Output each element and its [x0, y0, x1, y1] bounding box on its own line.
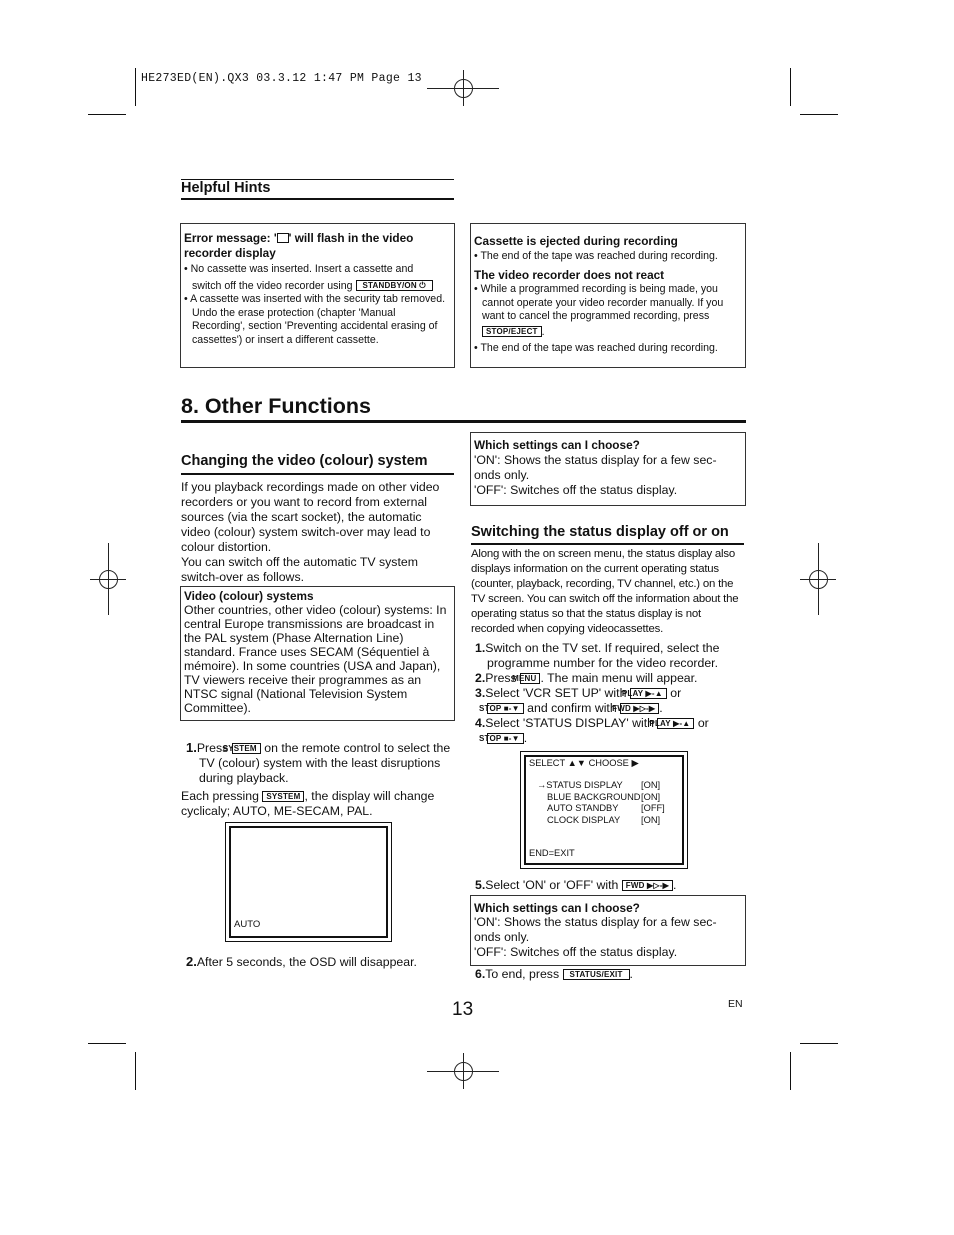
settings-box-bottom: [470, 895, 746, 966]
menu-key: MENU: [520, 673, 540, 684]
registration-mark: [427, 1053, 499, 1089]
page-number: 13: [452, 999, 474, 1020]
rule: [181, 420, 746, 423]
chapter-title: 8. Other Functions: [181, 394, 371, 418]
play-key: PLAY ▶-▲: [630, 688, 667, 699]
step-s5: 5.Select 'ON' or 'OFF' with FWD ▶▷-▶ .: [475, 878, 677, 892]
crop-mark: [800, 114, 838, 115]
hint-box-error-message: [180, 223, 455, 368]
hint-bullet-1: • No cassette was inserted. Insert a cassette and switch off the video recorder using STANDBY/ON ⏻: [184, 263, 450, 293]
osd-screen: [225, 822, 392, 942]
registration-mark: [427, 70, 499, 106]
cassette-icon: [277, 233, 289, 243]
crop-mark: [790, 68, 791, 106]
hint-bullet-2: • A cassette was inserted with the security tab removed. Undo the erase protection (chapter 'Manual Recording', section 'Preventing accidental erasing of cassettes') or insert a different cassette.: [184, 293, 446, 346]
osd-row: CLOCK DISPLAY [ON]: [547, 814, 661, 825]
crop-mark: [88, 114, 126, 115]
step-2: 2.After 5 seconds, the OSD will disappear.: [186, 954, 417, 969]
step-1: 1.Press SYSTEM on the remote control to select the TV (colour) system with the least disruptions during playback.: [186, 740, 451, 785]
play-key: PLAY ▶-▲: [657, 718, 694, 729]
hint-heading: Error message: ' ' will flash in the video recorder display: [184, 231, 414, 260]
step-s1: 1.Switch on the TV set. If required, select the programme number for the video recorder.: [475, 641, 720, 670]
rule: [471, 543, 744, 545]
crop-mark: [135, 68, 136, 106]
osd-row: →STATUS DISPLAY [ON]: [537, 780, 661, 790]
registration-mark: [800, 543, 836, 615]
hint-item: • While a programmed recording is being made, you cannot operate your video recorder manually. If you want to cancel the programmed recording, press STOP/EJECT .: [474, 283, 724, 338]
stop-eject-key: STOP/EJECT: [482, 326, 542, 337]
hint-heading: The video recorder does not react: [474, 268, 665, 282]
status-display-menu-osd: [520, 751, 688, 869]
stop-key: STOP ■-▼: [487, 733, 524, 744]
standby-on-key: STANDBY/ON ⏻: [356, 280, 433, 291]
crop-mark: [88, 1043, 126, 1044]
status-exit-key: STATUS/EXIT: [563, 969, 630, 980]
hint-item: • The end of the tape was reached during recording.: [474, 342, 718, 354]
language-tag: EN: [728, 998, 743, 1010]
section-title-colour-system: Changing the video (colour) system: [181, 453, 428, 469]
fwd-key: FWD ▶▷-▶: [620, 703, 659, 714]
print-header: HE273ED(EN).QX3 03.3.12 1:47 PM Page 13: [141, 72, 422, 85]
osd-row: BLUE BACKGROUND [ON]: [547, 791, 661, 802]
crop-mark: [135, 1052, 136, 1090]
rule: [181, 198, 454, 200]
osd-row: AUTO STANDBY [OFF]: [547, 803, 665, 813]
step-s3: 3.Select 'VCR SET UP' with PLAY ▶-▲ or STOP ■-▼ and confirm with FWD ▶▷-▶ .: [475, 686, 682, 715]
section-title-status-display: Switching the status display off or on: [471, 524, 729, 540]
settings-box-text: 'ON': Shows the status display for a few sec-onds only. 'OFF': Switches off the status display.: [474, 453, 717, 497]
step-s4: 4.Select 'STATUS DISPLAY' with PLAY ▶-▲ or STOP ■-▼ .: [475, 716, 709, 745]
settings-box-top: [470, 432, 746, 506]
colour-system-intro: If you playback recordings made on other video recorders or you want to record from external sources (via the scart socket), the automatic video (colour) system switch-over may lead to colour distortion. You can switch off the automatic TV system switch-over as follows.: [181, 480, 440, 584]
settings-box-title: Which settings can I choose?: [474, 901, 640, 915]
fwd-key: FWD ▶▷-▶: [622, 880, 673, 891]
status-steps: [475, 641, 745, 746]
crop-mark: [800, 1043, 838, 1044]
rule: [181, 473, 454, 475]
system-key: SYSTEM: [232, 743, 261, 754]
step-s2: 2.Press MENU . The main menu will appear.: [475, 671, 698, 685]
osd-header: SELECT ▲▼ CHOOSE ▶: [529, 758, 639, 768]
stop-key: STOP ■-▼: [487, 703, 524, 714]
system-key: SYSTEM: [262, 791, 304, 802]
each-pressing-text: Each pressing SYSTEM , the display will change cyclicaly; AUTO, ME-SECAM, PAL.: [181, 789, 435, 818]
info-box-title: Video (colour) systems: [184, 589, 314, 603]
hint-box-right: [470, 223, 746, 368]
info-box-video-systems: [180, 586, 455, 721]
settings-box-title: Which settings can I choose?: [474, 438, 640, 452]
step-s6: 6.To end, press STATUS/EXIT .: [475, 967, 633, 981]
registration-mark: [90, 543, 126, 615]
status-display-intro: Along with the on screen menu, the status display also displays information on the current operating status (counter, playback, recording, TV channel, etc.) on the TV screen. You can switch off the information about the operating status so that the status display is not recorded when copying videocassettes.: [471, 548, 739, 635]
osd-mode-text: AUTO: [234, 919, 261, 930]
helpful-hints-title: Helpful Hints: [181, 180, 271, 196]
osd-menu-list: [537, 780, 677, 826]
info-box-text: Other countries, other video (colour) systems: In central Europe transmissions are broadcast in the PAL system (Phase Alternation Line) standard. France uses SECAM (Séquentiel à mémoire). In some countries (USA and Japan), TV viewers receive their programmes as an NTSC signal (National Television System Committee).: [184, 603, 447, 715]
crop-mark: [790, 1052, 791, 1090]
settings-box-text: 'ON': Shows the status display for a few sec-onds only. 'OFF': Switches off the status display.: [474, 915, 717, 959]
osd-footer: END=EXIT: [529, 848, 575, 858]
hint-item: • The end of the tape was reached during recording.: [474, 250, 718, 262]
hint-heading: Cassette is ejected during recording: [474, 234, 678, 248]
